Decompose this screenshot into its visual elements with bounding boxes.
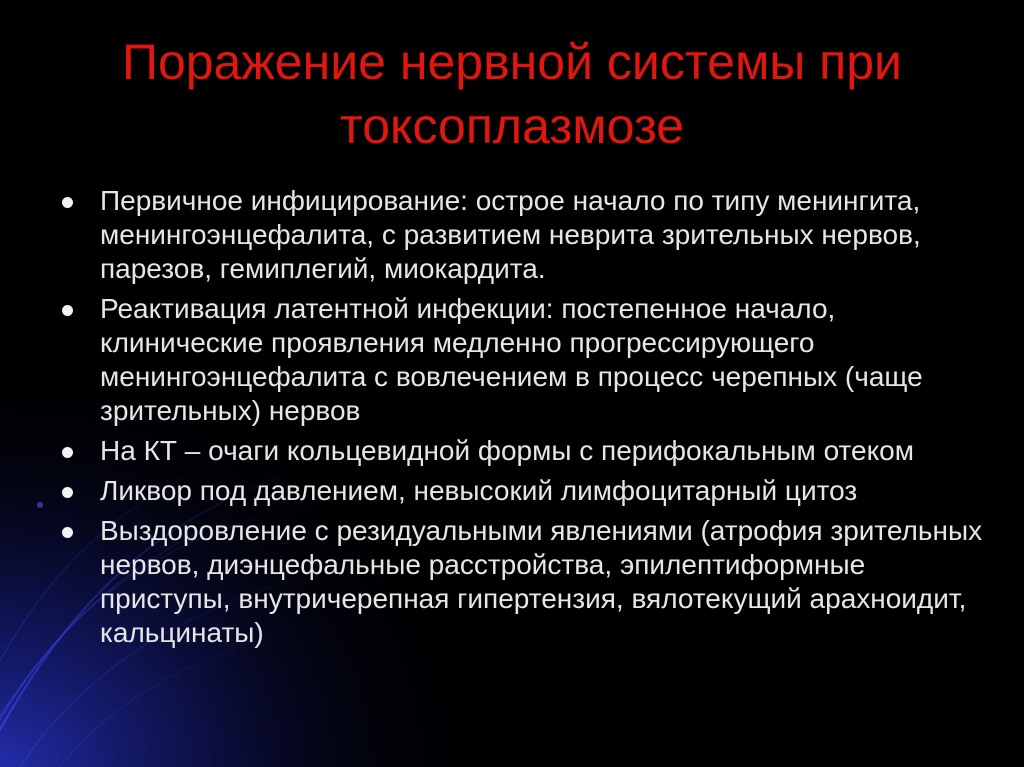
bullet-text: Ликвор под давлением, невысокий лимфоцитарный цитоз <box>100 475 858 506</box>
bullet-dot-icon <box>62 447 73 458</box>
bullet-text: На КТ – очаги кольцевидной формы с перифокальным отеком <box>100 435 914 466</box>
list-item <box>58 292 998 428</box>
bullet-text: Реактивация латентной инфекции: постепенное начало, клинические проявления медленно прогрессирующего менингоэнцефалита с вовлечением в процесс черепных (чаще зрительных) нервов <box>100 293 923 426</box>
bullet-text: Выздоровление с резидуальными явлениями (атрофия зрительных нервов, диэнцефальные расстройства, эпилептиформные приступы, внутричерепная гипертензия, вялотекущий арахноидит, кальцинаты) <box>100 515 983 648</box>
slide-title: Поражение нервной системы при токсоплазмозе <box>122 34 902 154</box>
list-item <box>58 474 998 508</box>
bullet-dot-icon <box>62 487 73 498</box>
list-item <box>58 434 998 468</box>
list-item <box>58 184 998 286</box>
bullet-list <box>58 184 998 656</box>
list-item <box>58 514 998 650</box>
bullet-dot-icon <box>62 527 73 538</box>
bullet-dot-icon <box>62 197 73 208</box>
bullet-dot-icon <box>62 305 73 316</box>
bullet-text: Первичное инфицирование: острое начало по типу менингита, менингоэнцефалита, с развитием неврита зрительных нервов, парезов, гемиплегий, миокардита. <box>100 185 921 284</box>
